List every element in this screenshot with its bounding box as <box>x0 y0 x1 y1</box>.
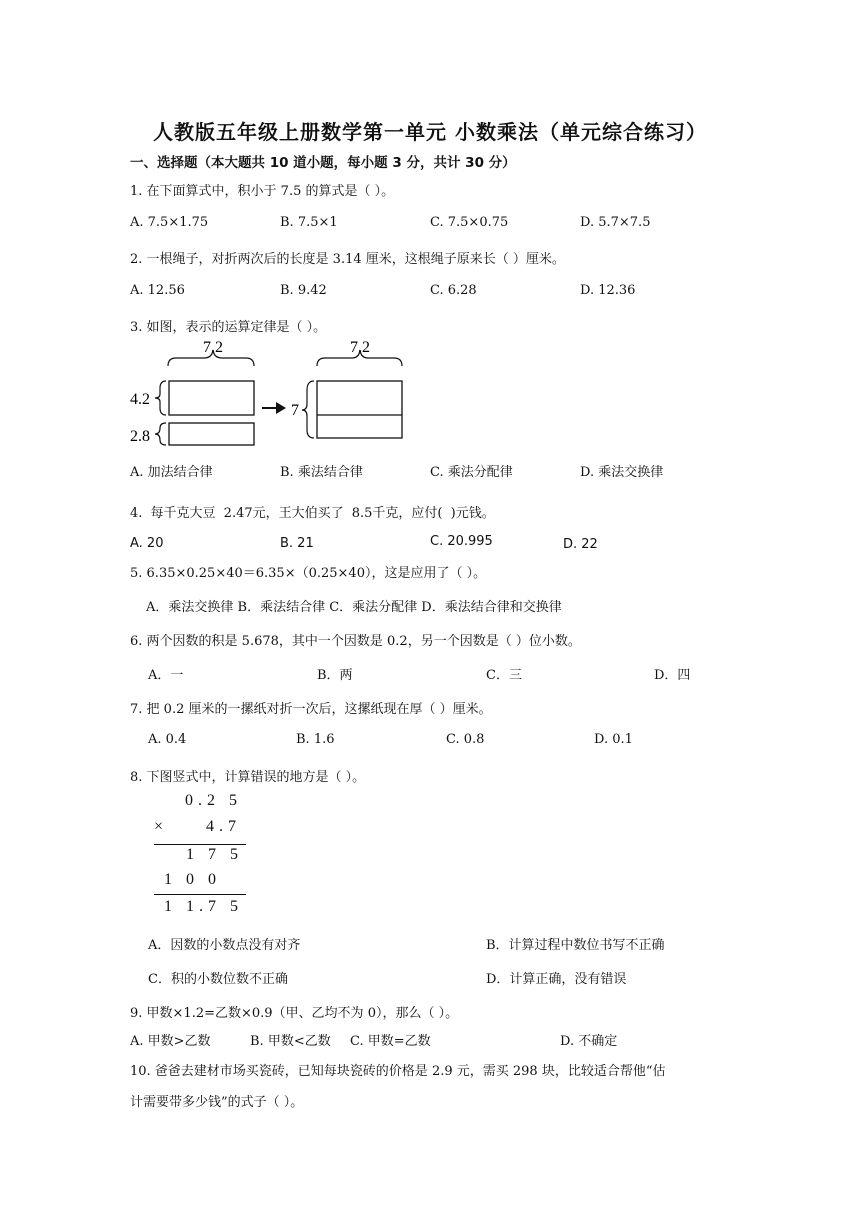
question-4-stem: 4. 每千克大豆 2.47元，王大伯买了 8.5千克，应付( )元钱。 <box>130 506 495 521</box>
question-4-option-d: D. 22 <box>563 537 598 552</box>
question-6-option-a: A．一 <box>148 668 184 683</box>
question-4-option-b: B. 21 <box>280 536 314 551</box>
question-9-option-a: A. 甲数>乙数 <box>130 1034 211 1049</box>
question-10-line-1: 10. 爸爸去建材市场买瓷砖，已知每块瓷砖的价格是 2.9 元，需买 298 块，比较适合帮他“估 <box>130 1064 666 1079</box>
question-1-option-c: C. 7.5×0.75 <box>430 215 509 230</box>
distributive-law-figure <box>128 338 418 448</box>
calc-line-1 <box>154 844 246 845</box>
question-7-option-c: C. 0.8 <box>446 732 485 747</box>
question-7-option-d: D. 0.1 <box>594 732 633 747</box>
question-5-stem: 5. 6.35×0.25×40＝6.35×（0.25×40），这是应用了（ ）。 <box>130 566 487 581</box>
question-8-option-b: B．计算过程中数位书写不正确 <box>486 938 665 953</box>
vertical-multiplication <box>150 792 250 922</box>
calc-multiply-sign: × <box>154 818 164 835</box>
question-9-option-c: C. 甲数=乙数 <box>350 1034 431 1049</box>
question-4-option-c: C. 20.995 <box>430 534 493 549</box>
calc-product: 1 1.7 5 <box>164 898 243 915</box>
question-8-option-c: C．积的小数位数不正确 <box>148 972 288 987</box>
calc-line-2 <box>154 894 246 895</box>
calc-factor-1: 0.2 5 <box>185 792 242 809</box>
question-6-stem: 6. 两个因数的积是 5.678，其中一个因数是 0.2，另一个因数是（ ）位小数。 <box>130 634 581 649</box>
calc-partial-2: 1 0 0 <box>164 871 221 888</box>
figure-right-label: 7 <box>291 402 299 419</box>
question-4-option-a: A. 20 <box>130 536 164 551</box>
question-1-stem: 1. 在下面算式中，积小于 7.5 的算式是（ ）。 <box>130 184 395 199</box>
question-8-stem: 8. 下图竖式中，计算错误的地方是（ ）。 <box>130 770 366 785</box>
section-heading: 一、选择题（本大题共 10 道小题，每小题 3 分，共计 30 分） <box>130 155 516 171</box>
question-7-option-b: B. 1.6 <box>296 732 335 747</box>
question-1-option-a: A. 7.5×1.75 <box>130 215 209 230</box>
question-3-option-a: A. 加法结合律 <box>130 465 213 480</box>
calc-partial-1: 1 7 5 <box>186 846 243 863</box>
question-10-line-2: 计需要带多少钱”的式子（ ）。 <box>130 1095 304 1110</box>
question-6-option-d: D．四 <box>654 668 691 683</box>
question-5-options: A．乘法交换律 B．乘法结合律 C．乘法分配律 D．乘法结合律和交换律 <box>146 600 562 615</box>
figure-left-label-a: 4.2 <box>130 391 150 408</box>
question-7-option-a: A. 0.4 <box>148 732 187 747</box>
figure-left-label-b: 2.8 <box>130 428 150 445</box>
question-1-option-d: D. 5.7×7.5 <box>580 215 651 230</box>
question-6-option-b: B．两 <box>317 668 353 683</box>
question-8-option-d: D．计算正确，没有错误 <box>486 972 627 987</box>
question-2-option-a: A. 12.56 <box>130 283 185 298</box>
question-8-option-a: A．因数的小数点没有对齐 <box>148 938 301 953</box>
question-3-option-d: D. 乘法交换律 <box>580 465 664 480</box>
question-3-stem: 3. 如图，表示的运算定律是（ ）。 <box>130 320 327 335</box>
calc-factor-2: 4.7 <box>206 818 241 835</box>
question-2-option-d: D. 12.36 <box>580 283 636 298</box>
question-7-stem: 7. 把 0.2 厘米的一摞纸对折一次后，这摞纸现在厚（ ）厘米。 <box>130 702 492 717</box>
question-1-option-b: B. 7.5×1 <box>280 215 338 230</box>
question-3-option-b: B. 乘法结合律 <box>280 465 363 480</box>
page-title: 人教版五年级上册数学第一单元 小数乘法（单元综合练习） <box>153 120 707 144</box>
question-9-option-b: B. 甲数<乙数 <box>250 1034 331 1049</box>
figure-top-right-label: 7.2 <box>350 339 370 356</box>
question-2-option-b: B. 9.42 <box>280 283 327 298</box>
question-2-option-c: C. 6.28 <box>430 283 477 298</box>
question-6-option-c: C．三 <box>486 668 522 683</box>
question-2-stem: 2. 一根绳子，对折两次后的长度是 3.14 厘米，这根绳子原来长（ ）厘米。 <box>130 252 565 267</box>
question-9-option-d: D. 不确定 <box>560 1034 618 1049</box>
question-9-stem: 9. 甲数×1.2=乙数×0.9（甲、乙均不为 0），那么（ ）。 <box>130 1006 459 1021</box>
figure-top-left-label: 7.2 <box>203 339 223 356</box>
question-3-option-c: C. 乘法分配律 <box>430 465 513 480</box>
